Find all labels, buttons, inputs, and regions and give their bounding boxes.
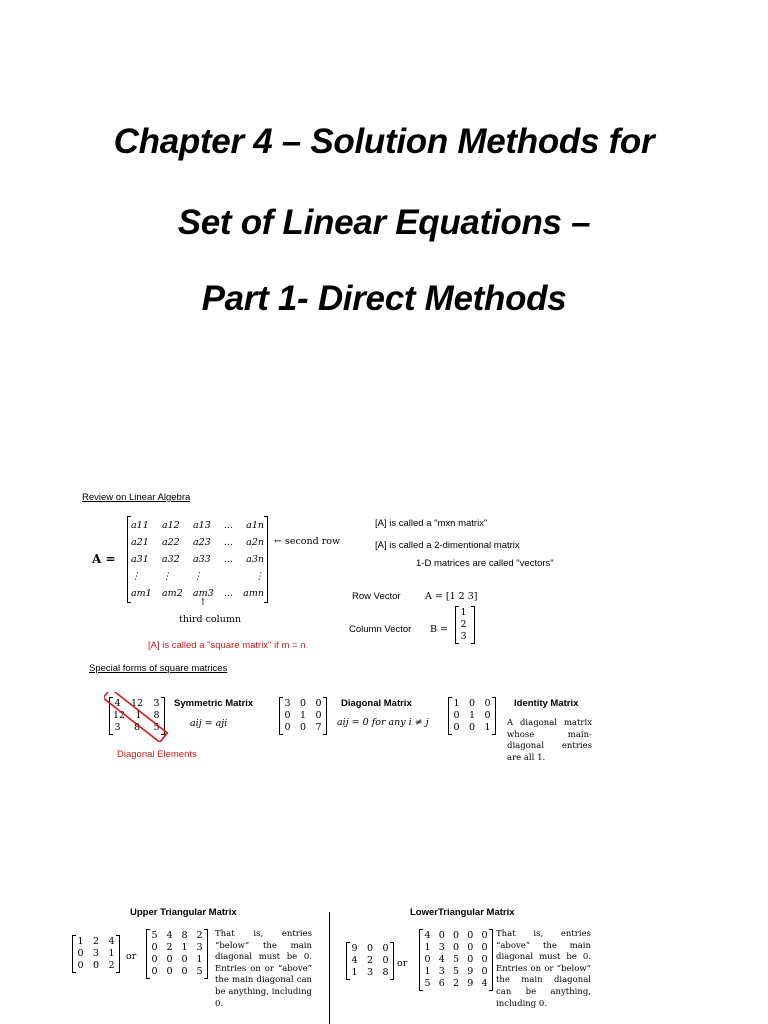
upper-matrix-4x4-row [150, 942, 204, 954]
identity-matrix-cell: 1 [468, 710, 476, 721]
diagonal-matrix-cell: 0 [299, 698, 307, 709]
upper-matrix-3x3-cell: 1 [108, 948, 115, 959]
lower-triangular-title: LowerTriangular Matrix [410, 907, 515, 918]
general-matrix-cell: am3 [192, 588, 214, 599]
symmetric-matrix-cell: 1 [135, 710, 142, 721]
lower-matrix-5x5-cell: 4 [481, 978, 488, 989]
diagonal-matrix-cell: 0 [315, 698, 322, 709]
identity-matrix-cell: 0 [468, 722, 476, 733]
row-vector-equation: A = [1 2 3] [425, 591, 478, 602]
lower-matrix-3x3-cell: 0 [366, 943, 374, 954]
lower-matrix-3x3-cell: 8 [382, 967, 389, 978]
general-matrix-cell: a13 [192, 520, 211, 531]
general-matrix-cell: ... [223, 520, 233, 531]
lower-matrix-5x5-cell: 4 [438, 954, 445, 965]
third-column-label: third column [179, 614, 241, 625]
lower-matrix-3x3-cell: 2 [366, 955, 374, 966]
symmetric-matrix-cell: 3 [114, 722, 121, 733]
upper-matrix-3x3-cell: 0 [77, 948, 84, 959]
upper-matrix-4x4-cell: 3 [196, 942, 203, 953]
chapter-subtitle: Set of Linear Equations – [177, 203, 591, 242]
lower-or: or [397, 958, 408, 969]
chapter-title: Chapter 4 – Solution Methods for [113, 122, 655, 161]
general-matrix-row [131, 517, 264, 534]
upper-matrix-4x4-cell: 0 [181, 966, 188, 977]
diagonal-formula: aij = 0 for any i ≠ j [337, 717, 429, 728]
lower-matrix-3x3-row [350, 955, 390, 967]
lower-matrix-5x5-cell: 5 [424, 978, 431, 989]
general-matrix-cell: ⋮ [254, 571, 264, 582]
mxn-note: [A] is called a "mxn matrix" [375, 518, 488, 529]
general-matrix-cell: ... [223, 554, 233, 565]
lower-matrix-5x5-cell: 9 [467, 978, 474, 989]
lower-matrix-5x5-cell: 0 [481, 954, 488, 965]
lower-matrix-3x3-cell: 4 [351, 955, 358, 966]
upper-matrix-4x4-cell: 2 [196, 930, 203, 941]
identity-matrix-cell: 1 [453, 698, 460, 709]
upper-matrix-4x4-cell: 5 [151, 930, 158, 941]
upper-triangular-title: Upper Triangular Matrix [130, 907, 237, 918]
lower-matrix-5x5-cell: 5 [452, 966, 460, 977]
lower-matrix-3x3-cell: 1 [351, 967, 358, 978]
vectors-note: 1-D matrices are called "vectors" [416, 558, 554, 569]
identity-matrix-cell: 0 [484, 698, 491, 709]
general-matrix-cell: a11 [131, 520, 149, 531]
diagonal-matrix-cell: 0 [284, 722, 291, 733]
symmetric-matrix-cell: 3 [153, 698, 160, 709]
identity-matrix-row [452, 698, 492, 710]
upper-matrix-3x3-row [76, 948, 116, 960]
general-matrix-cell [224, 568, 233, 585]
identity-matrix-cell: 0 [468, 698, 476, 709]
lower-matrix-3x3-cell: 0 [382, 955, 389, 966]
upper-matrix-3x3-cell: 0 [92, 960, 100, 971]
lower-matrix-5x5-cell: 0 [481, 942, 488, 953]
diagonal-matrix-cell: 0 [284, 710, 291, 721]
identity-matrix-cell: 0 [484, 710, 491, 721]
identity-matrix-cell: 0 [453, 722, 460, 733]
diagonal-matrix [279, 697, 327, 735]
symmetric-matrix-cell: 8 [153, 710, 160, 721]
general-matrix-cell: a21 [131, 537, 149, 548]
general-matrix-cell: a1n [246, 520, 264, 531]
upper-matrix-4x4-cell: 8 [181, 930, 188, 941]
diagonal-highlight [104, 692, 168, 742]
general-matrix-cell: a3n [246, 554, 264, 565]
square-matrix-note: [A] is called a "square matrix" if m = n [148, 640, 306, 651]
upper-matrix-4x4-cell: 0 [166, 954, 173, 965]
lower-description: That is, entries “above” the main diagonal must be 0. Entries on or “below” the main diagonal can be anything, including 0. [496, 929, 591, 1009]
general-matrix-cell: a22 [161, 537, 180, 548]
lower-matrix-5x5-cell: 9 [467, 966, 474, 977]
upper-matrix-3x3-cell: 2 [92, 936, 100, 947]
general-matrix-cell: am1 [131, 588, 152, 599]
upper-matrix-4x4-row [150, 954, 204, 966]
identity-matrix-row [452, 722, 492, 734]
lower-matrix-3x3-row [350, 943, 390, 955]
diagonal-matrix-cell: 0 [299, 722, 307, 733]
diagonal-matrix-row [283, 722, 323, 734]
upper-matrix-3x3 [72, 935, 120, 973]
general-matrix-cell: ... [223, 537, 233, 548]
symmetric-formula: aij = aji [190, 718, 228, 729]
general-matrix-cell: ⋮ [193, 571, 203, 582]
diagonal-matrix-cell: 3 [284, 698, 291, 709]
upper-matrix-3x3-row [76, 936, 116, 948]
general-matrix-row [131, 585, 264, 602]
symmetric-matrix-cell: 4 [114, 698, 121, 709]
lower-matrix-5x5-cell: 5 [452, 954, 460, 965]
general-matrix-cell: ⋮ [131, 571, 141, 582]
upper-matrix-4x4-cell: 0 [151, 942, 158, 953]
upper-matrix-3x3-cell: 2 [108, 960, 115, 971]
general-matrix [127, 516, 268, 603]
lower-matrix-5x5-cell: 0 [467, 942, 474, 953]
lower-matrix-5x5-row [423, 978, 489, 990]
upper-matrix-4x4 [146, 929, 208, 979]
upper-matrix-3x3-row [76, 960, 116, 972]
upper-matrix-3x3-cell: 1 [77, 936, 84, 947]
lower-matrix-5x5-cell: 0 [481, 966, 488, 977]
symmetric-matrix-cell: 12 [113, 710, 126, 721]
special-forms-heading: Special forms of square matrices [89, 663, 228, 674]
diagonal-matrix-cell: 0 [315, 710, 322, 721]
lower-matrix-5x5-row [423, 954, 489, 966]
column-divider [329, 912, 330, 1024]
lower-matrix-5x5-cell: 4 [424, 930, 431, 941]
lower-matrix-5x5-cell: 0 [467, 930, 474, 941]
lower-matrix-5x5-cell: 0 [452, 930, 460, 941]
identity-description: A diagonal matrix whose main-diagonal entries are all 1. [507, 718, 592, 763]
general-matrix-cell: a32 [161, 554, 180, 565]
lower-matrix-5x5-cell: 3 [438, 966, 445, 977]
upper-description: That is, entries “below” the main diagonal must be 0. Entries on or “above” the main diagonal can be anything, including 0. [215, 929, 312, 1009]
row-vector-label: Row Vector [352, 591, 401, 602]
upper-matrix-4x4-cell: 0 [181, 954, 188, 965]
lower-matrix-5x5-cell: 6 [438, 978, 445, 989]
symmetric-title: Symmetric Matrix [174, 698, 254, 709]
lower-matrix-5x5-cell: 0 [452, 942, 460, 953]
matrix-a-label: A = [92, 552, 116, 566]
general-matrix-cell: a2n [246, 537, 264, 548]
upper-matrix-4x4-cell: 0 [151, 954, 158, 965]
lower-matrix-5x5-cell: 1 [424, 942, 431, 953]
diagonal-matrix-row [283, 698, 323, 710]
upper-matrix-4x4-cell: 1 [181, 942, 188, 953]
second-row-label: ← second row [274, 536, 341, 547]
diagonal-title: Diagonal Matrix [341, 698, 412, 709]
upper-matrix-4x4-cell: 0 [166, 966, 173, 977]
lower-matrix-5x5 [419, 929, 493, 991]
general-matrix-cell: a31 [131, 554, 149, 565]
column-vector-label: Column Vector [349, 624, 412, 635]
general-matrix-cell: ... [223, 588, 233, 599]
general-matrix-cell: ⋮ [162, 571, 172, 582]
upper-matrix-4x4-cell: 5 [196, 966, 203, 977]
identity-matrix-cell: 1 [484, 722, 491, 733]
lower-matrix-5x5-cell: 3 [438, 942, 445, 953]
general-matrix-row [131, 568, 264, 585]
general-matrix-cell: a23 [192, 537, 211, 548]
identity-matrix-row [452, 710, 492, 722]
general-matrix-row [131, 534, 264, 551]
review-heading: Review on Linear Algebra [82, 492, 191, 503]
diagonal-matrix-cell: 1 [299, 710, 307, 721]
symmetric-matrix-cell: 5 [153, 722, 160, 733]
identity-title: Identity Matrix [514, 698, 579, 709]
upper-matrix-4x4-cell: 4 [166, 930, 173, 941]
general-matrix-cell: a12 [161, 520, 180, 531]
two-dim-note: [A] is called a 2-dimentional matrix [375, 540, 520, 551]
upper-matrix-3x3-cell: 3 [92, 948, 100, 959]
identity-matrix [448, 697, 496, 735]
column-vector-prefix: B = [430, 624, 448, 635]
symmetric-matrix-cell: 8 [133, 722, 141, 733]
lower-matrix-5x5-cell: 0 [481, 930, 488, 941]
general-matrix-cell: am2 [161, 588, 183, 599]
lower-matrix-5x5-cell: 1 [424, 966, 431, 977]
lower-matrix-3x3 [346, 942, 394, 980]
upper-matrix-3x3-cell: 4 [108, 936, 115, 947]
general-matrix-cell: amn [243, 588, 264, 599]
upper-matrix-4x4-row [150, 930, 204, 942]
lower-matrix-3x3-cell: 9 [351, 943, 358, 954]
upper-matrix-4x4-cell: 0 [151, 966, 158, 977]
diagonal-matrix-cell: 7 [315, 722, 322, 733]
lower-matrix-5x5-row [423, 930, 489, 942]
lower-matrix-3x3-cell: 0 [382, 943, 389, 954]
identity-matrix-cell: 0 [453, 710, 460, 721]
general-matrix-row [131, 551, 264, 568]
upper-or: or [126, 951, 137, 962]
lower-matrix-5x5-cell: 0 [424, 954, 431, 965]
upper-matrix-4x4-row [150, 966, 204, 978]
lower-matrix-5x5-cell: 0 [438, 930, 445, 941]
third-column-arrow: ↑ [199, 597, 207, 608]
diagonal-elements-label: Diagonal Elements [117, 749, 197, 760]
lower-matrix-3x3-cell: 3 [366, 967, 374, 978]
diagonal-matrix-row [283, 710, 323, 722]
upper-matrix-4x4-cell: 2 [166, 942, 173, 953]
upper-matrix-4x4-cell: 1 [196, 954, 203, 965]
lower-matrix-5x5-row [423, 942, 489, 954]
chapter-part-title: Part 1- Direct Methods [201, 279, 567, 318]
lower-matrix-5x5-cell: 2 [452, 978, 460, 989]
lower-matrix-5x5-cell: 0 [467, 954, 474, 965]
lower-matrix-5x5-row [423, 966, 489, 978]
lower-matrix-3x3-row [350, 967, 390, 979]
column-vector: 1 2 3 [455, 606, 475, 644]
symmetric-matrix-cell: 12 [130, 698, 144, 709]
upper-matrix-3x3-cell: 0 [77, 960, 84, 971]
general-matrix-cell: a33 [192, 554, 211, 565]
